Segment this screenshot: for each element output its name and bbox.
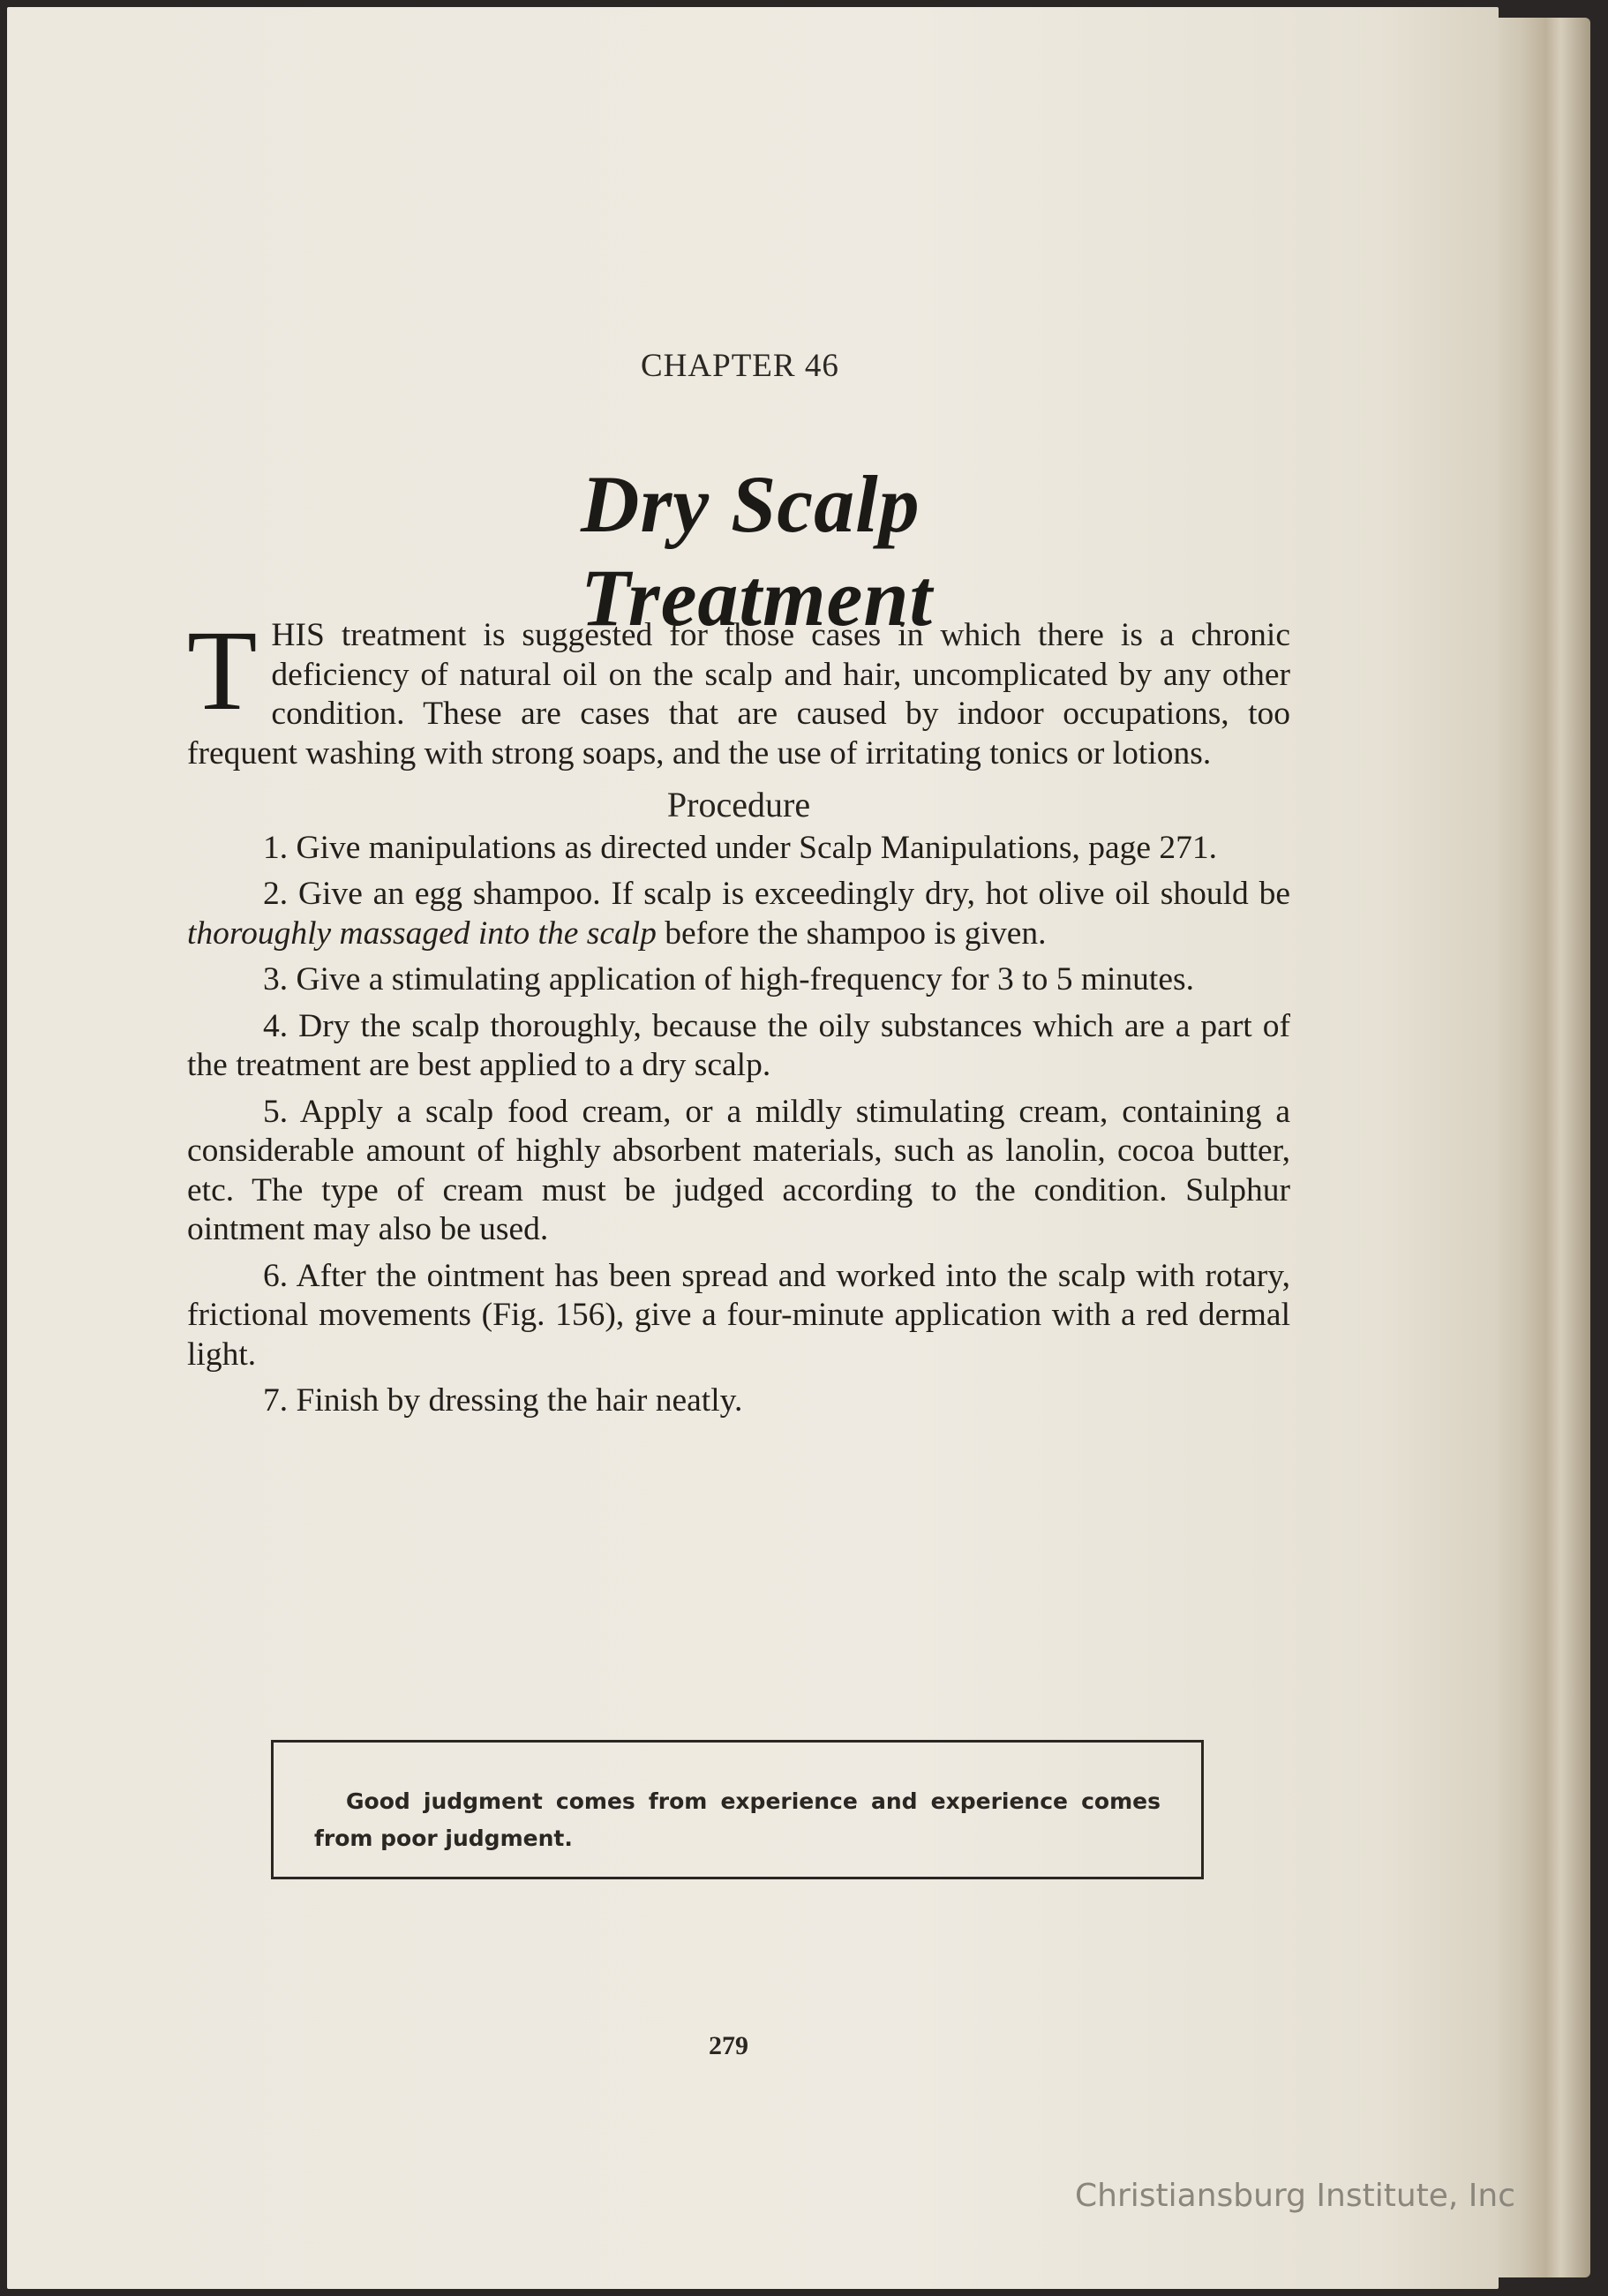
procedure-step-2 <box>187 875 1290 953</box>
intro-text: HIS treatment is suggested for those cases in which there is a chronic deficiency of natural oil on the scalp and hair, uncomplicated by any other condition. These are cases that are caused by indoor occupations, too frequent washing with strong soaps, and the use of irritating tonics or lotions. <box>187 617 1290 772</box>
book-page <box>7 7 1499 2289</box>
step-2-text-before: 2. Give an egg shampoo. If scalp is exceedingly dry, hot olive oil should be <box>263 876 1290 912</box>
chapter-title: Dry Scalp Treatment <box>581 459 934 643</box>
drop-cap: T <box>187 607 258 734</box>
step-2-text-after: before the shampoo is given. <box>656 915 1047 952</box>
procedure-step-3: 3. Give a stimulating application of high-frequency for 3 to 5 minutes. <box>263 961 1194 997</box>
page-edges <box>1492 18 1590 2277</box>
watermark: Christiansburg Institute, Inc <box>1075 2178 1516 2214</box>
procedure-step-1: 1. Give manipulations as directed under Scalp Manipulations, page 271. <box>263 829 1217 866</box>
chapter-label: CHAPTER 46 <box>641 348 839 384</box>
intro-paragraph <box>187 607 1290 773</box>
procedure-step-7: 7. Finish by dressing the hair neatly. <box>263 1382 743 1419</box>
quote-box: Good judgment comes from experience and experience comes from poor judgment. <box>271 1740 1204 1879</box>
procedure-step-5: 5. Apply a scalp food cream, or a mildly stimulating cream, containing a considerable amount of highly absorbent materials, such as lanolin, cocoa butter, etc. The type of cream must be judged according to the condition. Sulphur ointment may also be used. <box>187 1093 1290 1247</box>
page-number: 279 <box>709 2031 748 2060</box>
procedure-step-6: 6. After the ointment has been spread and worked into the scalp with rotary, frictional movements (Fig. 156), give a four-minute application with a red dermal light. <box>187 1257 1290 1373</box>
step-2-emphasis: thoroughly massaged into the scalp <box>187 915 657 952</box>
procedure-step-4: 4. Dry the scalp thoroughly, because the oily substances which are a part of the treatment are best applied to a dry scalp. <box>187 1007 1290 1083</box>
body-text <box>187 607 1290 1428</box>
procedure-heading: Procedure <box>666 785 811 824</box>
